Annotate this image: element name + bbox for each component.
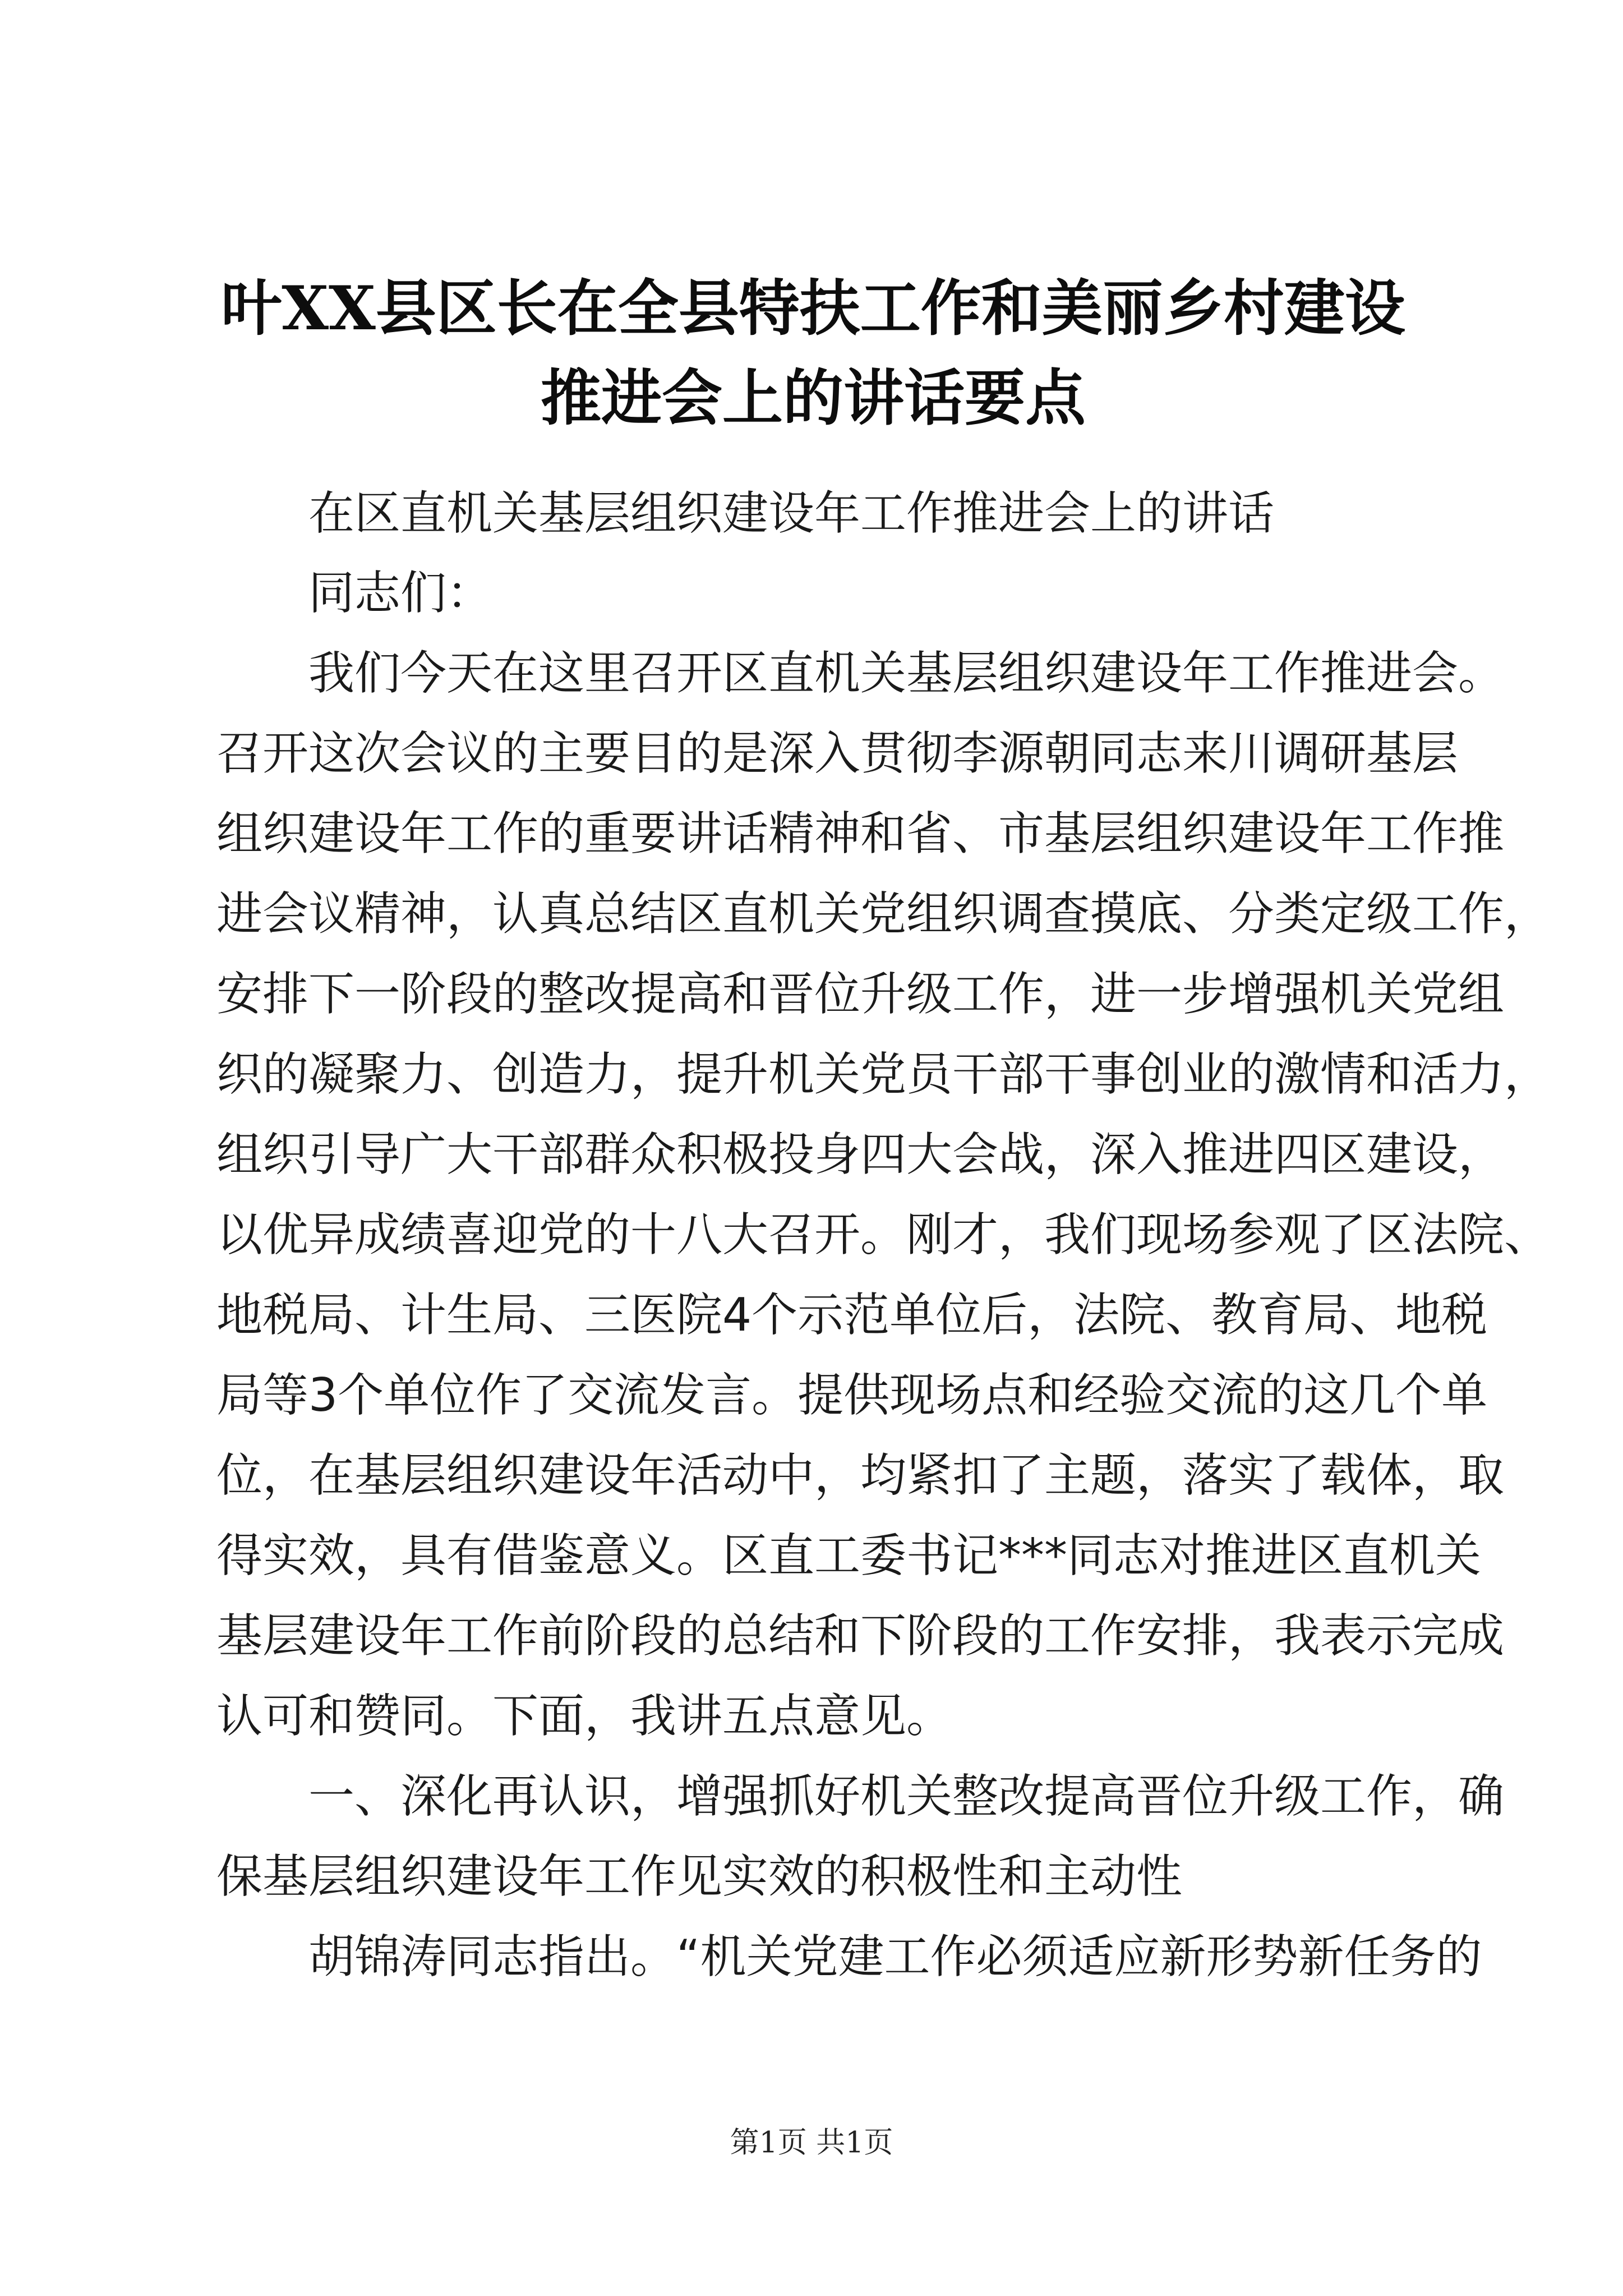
paragraph-line: 以优异成绩喜迎党的十八大召开。刚才，我们现场参观了区法院、 [216, 1208, 1551, 1262]
title-line-1: 叶XX县区长在全县特扶工作和美丽乡村建设 [221, 273, 1405, 344]
heading-line: 保基层组织建设年工作见实效的积极性和主动性 [216, 1850, 1183, 1903]
paragraph-line: 进会议精神，认真总结区直机关党组织调查摸底、分类定级工作， [216, 887, 1551, 941]
paragraph-line: 认可和赞同。下面，我讲五点意见。 [216, 1690, 953, 1743]
paragraph-line: 位，在基层组织建设年活动中，均紧扣了主题，落实了载体，取 [216, 1449, 1505, 1502]
paragraph-line: 得实效，具有借鉴意义。区直工委书记***同志对推进区直机关 [216, 1529, 1482, 1582]
paragraph-line: 地税局、计生局、三医院4个示范单位后，法院、教育局、地税 [216, 1289, 1488, 1342]
paragraph-line: 安排下一阶段的整改提高和晋位升级工作，进一步增强机关党组 [216, 968, 1505, 1021]
paragraph-line: 基层建设年工作前阶段的总结和下阶段的工作安排，我表示完成 [216, 1609, 1505, 1663]
heading-line: 一、深化再认识，增强抓好机关整改提高晋位升级工作，确 [308, 1770, 1505, 1823]
salutation-line: 同志们： [308, 567, 493, 620]
title-line-2: 推进会上的讲话要点 [540, 363, 1086, 434]
paragraph-line: 召开这次会议的主要目的是深入贯彻李源朝同志来川调研基层 [216, 727, 1459, 780]
page-footer: 第1页 共1页 [730, 2126, 893, 2160]
paragraph-line: 局等3个单位作了交流发言。提供现场点和经验交流的这几个单 [216, 1369, 1488, 1422]
paragraph-line: 我们今天在这里召开区直机关基层组织建设年工作推进会。 [308, 647, 1505, 700]
document-title [213, 264, 1413, 443]
paragraph-line: 胡锦涛同志指出。“机关党建工作必须适应新形势新任务的 [308, 1930, 1482, 1984]
paragraph-line: 织的凝聚力、创造力，提升机关党员干部干事创业的激情和活力， [216, 1048, 1551, 1101]
paragraph-line: 组织引导广大干部群众积极投身四大会战，深入推进四区建设， [216, 1128, 1505, 1181]
subtitle-line: 在区直机关基层组织建设年工作推进会上的讲话 [308, 487, 1275, 540]
paragraph-line: 组织建设年工作的重要讲话精神和省、市基层组织建设年工作推 [216, 807, 1505, 861]
